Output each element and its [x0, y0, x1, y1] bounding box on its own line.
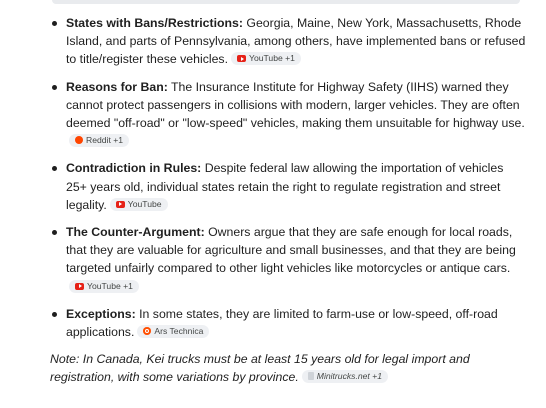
- bullet-icon: [52, 230, 57, 235]
- youtube-icon: [75, 283, 84, 290]
- list-item: [48, 14, 526, 69]
- item-label: Exceptions:: [66, 306, 136, 321]
- item-label: States with Bans/Restrictions:: [66, 16, 243, 30]
- source-chip[interactable]: [110, 198, 168, 211]
- item-label: The Counter-Argument:: [66, 225, 205, 240]
- note-text: Note: In Canada, Kei trucks must be at least 15 years old for legal import and registration, with some variations by province.: [50, 352, 470, 385]
- item-text: Despite federal law allowing the importation of vehicles 25+ years old, individual states retain the right to regulate registration and street legality.: [66, 161, 504, 212]
- bullet-icon: [52, 312, 57, 317]
- source-chip[interactable]: [69, 280, 139, 293]
- item-text: The Insurance Institute for Highway Safety (IIHS) warned they cannot protect passengers in collisions with modern, larger vehicles. They are often deemed "off-road" or "low-speed" vehicles, making them unsuitable for highway use.: [66, 79, 525, 131]
- list-item: [48, 159, 526, 214]
- bullet-list: [48, 14, 526, 350]
- source-chip[interactable]: [231, 52, 301, 65]
- bullet-icon: [52, 166, 57, 171]
- bullet-icon: [52, 21, 57, 26]
- source-name: YouTube: [127, 198, 162, 209]
- list-item: [48, 78, 526, 151]
- bullet-icon: [52, 85, 57, 90]
- reddit-icon: [75, 136, 83, 144]
- source-name: Ars Technica: [154, 325, 204, 336]
- footnote: [50, 350, 520, 386]
- youtube-icon: [116, 201, 125, 208]
- item-text: Georgia, Maine, New York, Massachusetts, Rhode Island, and parts of Pennsylvania, among others, have implemented bans or refused to title/register these vehicles.: [66, 16, 526, 67]
- source-name: Reddit +1: [86, 134, 124, 145]
- source-name: YouTube +1: [87, 280, 133, 291]
- list-item: [48, 223, 526, 296]
- source-name: YouTube +1: [249, 53, 295, 64]
- document-icon: [308, 372, 314, 380]
- item-text: Owners argue that they are safe enough for local roads, that they are valuable for agriculture and small businesses, and that they are being targeted unfairly compared to other light vehicles like motorcycles or antique cars.: [66, 225, 516, 276]
- item-label: Contradiction in Rules:: [66, 161, 202, 176]
- youtube-icon: [237, 55, 246, 62]
- list-item: [48, 305, 526, 341]
- source-chip[interactable]: [69, 134, 129, 147]
- item-label: Reasons for Ban:: [66, 79, 168, 94]
- ars-technica-icon: [143, 327, 151, 335]
- source-name: Minitrucks.net +1: [316, 370, 382, 381]
- item-text: In some states, they are limited to farm-use or low-speed, off-road applications.: [66, 306, 498, 340]
- previous-content-edge: [52, 0, 520, 4]
- source-chip[interactable]: [302, 370, 388, 383]
- source-chip[interactable]: [137, 325, 209, 338]
